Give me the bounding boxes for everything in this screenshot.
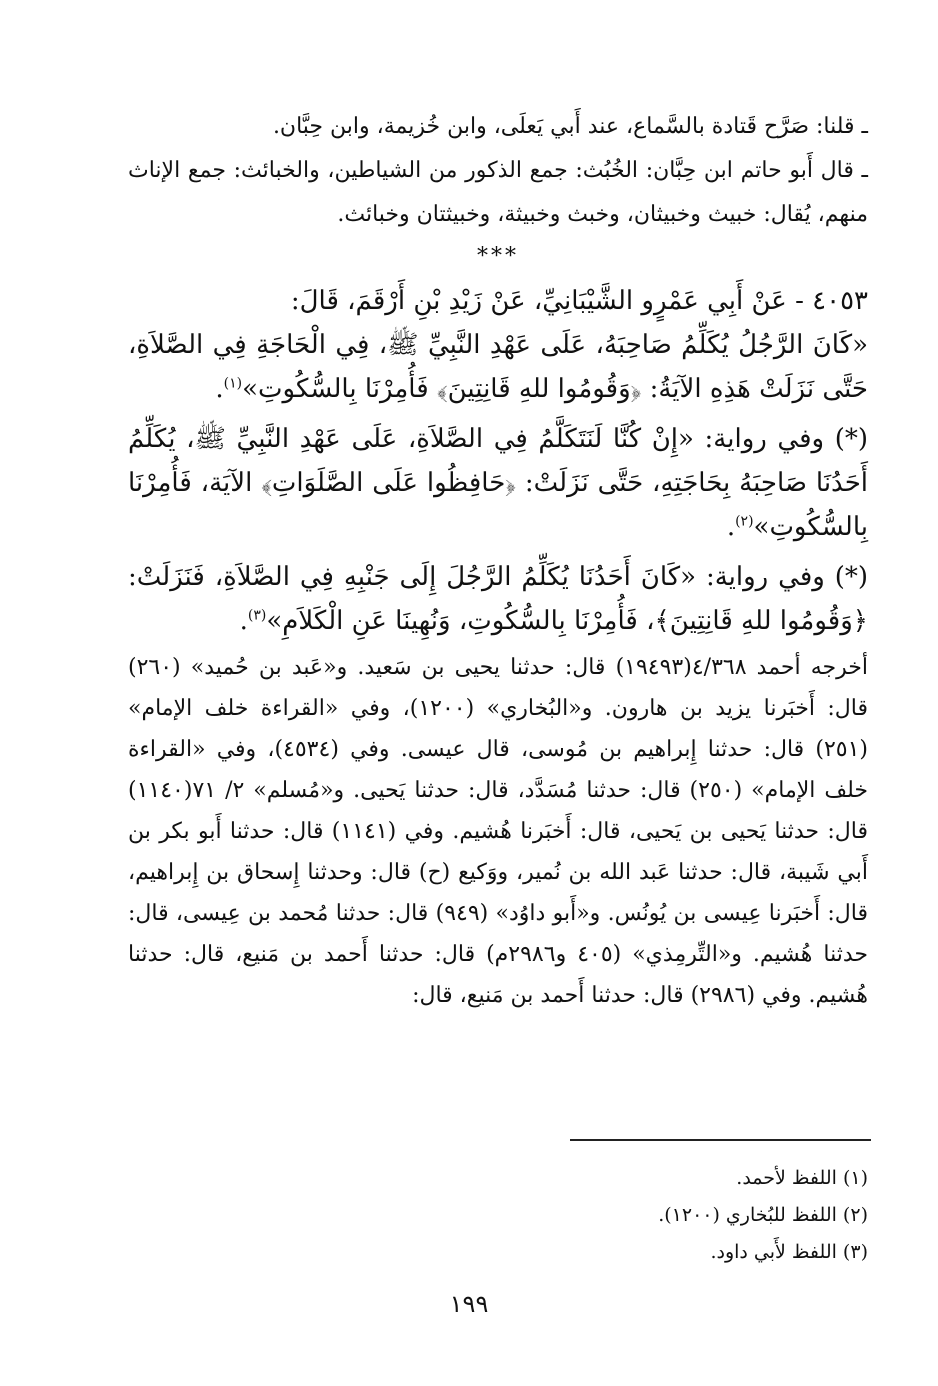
footnote-1: (١) اللفظ لأحمد. [736,1167,868,1189]
note-paragraph-2: ـ قال أَبو حاتم ابن حِبَّان: الخُبُث: جمع الذكور من الشياطين، والخبائث: جمع الإناث منهم، يُقال: خبيث وخبيثان، وخبث وخبيثة، وخبيثتان وخبائث. [128,158,868,227]
variant-narration-2: (*) وفي رواية: «كَانَ أَحَدُنَا يُكَلِّمُ الرَّجُلَ إِلَى جَنْبِهِ فِي الصَّلاَةِ، فَنَزَلَتْ: ﴿وَقُومُوا للهِ قَانِتِينَ﴾، فَأُمِرْنَا بِالسُّكُوتِ، وَنُهِينَا عَنِ الْكَلاَمِ»$^{(٣)}$. [128,562,868,636]
footnote-divider [570,1139,871,1141]
section-separator: *** [477,244,519,269]
variant-narration-1: (*) وفي رواية: «إِنْ كُنَّا لَنَتَكَلَّمُ فِي الصَّلاَةِ، عَلَى عَهْدِ النَّبِيِّ ﷺ، يُكَلِّمُ أَحَدُنَا صَاحِبَهُ بِحَاجَتِهِ، حَتَّى نَزَلَتْ: ﴿حَافِظُوا عَلَى الصَّلَوَاتِ﴾ الآيَة، فَأُمِرْنَا بِالسُّكُوتِ»$^{(٢)}$. [128,424,868,542]
variant-1-text: (*) وفي رواية: «إِنْ كُنَّا لَنَتَكَلَّمُ فِي الصَّلاَةِ، عَلَى عَهْدِ النَّبِيِّ ﷺ، يُكَلِّمُ أَحَدُنَا صَاحِبَهُ بِحَاجَتِهِ، حَتَّى نَزَلَتْ: ﴿حَافِظُوا عَلَى الصَّلَوَاتِ﴾ الآيَة، فَأُمِرْنَا بِالسُّكُوتِ» [128,424,868,542]
hadith-text: «كَانَ الرَّجُلُ يُكَلِّمُ صَاحِبَهُ، عَلَى عَهْدِ النَّبِيِّ ﷺ، فِي الْحَاجَةِ فِي الصَّلاَةِ، حَتَّى نَزَلَتْ هَذِهِ الآيَةُ: ﴿وَقُومُوا للهِ قَانِتِينَ﴾ فَأُمِرْنَا بِالسُّكُوتِ»$^{(١)}$. [128,330,868,404]
takhrij-paragraph: أخرجه أحمد ٤/٣٦٨(١٩٤٩٣) قال: حدثنا يحيى بن سَعيد. و«عَبد بن حُميد» (٢٦٠) قال: أَخبَرنا يزيد بن هارون. و«البُخاري» (١٢٠٠)، وفي «القراءة خلف الإمام» (٢٥١) قال: حدثنا إِبراهيم بن مُوسى، قال عيسى. وفي (٤٥٣٤)، وفي «القراءة خلف الإمام» (٢٥٠) قال: حدثنا مُسَدَّد، قال: حدثنا يَحيى. و«مُسلم» ٢/ ٧١(١١٤٠) قال: حدثنا يَحيى بن يَحيى، قال: أَخبَرنا هُشيم. وفي (١١٤١) قال: حدثنا أَبو بكر بن أَبي شَيبة، قال: حدثنا عَبد الله بن نُمير، ووَكيع (ح) قال: وحدثنا إِسحاق بن إِبراهيم، قال: أَخبَرنا عِيسى بن يُونُس. و«أَبو داوُد» (٩٤٩) قال: حدثنا مُحمد بن عِيسى، قال: حدثنا هُشيم. و«التِّرمِذي» (٤٠٥ و٢٩٨٦م) قال: حدثنا أَحمد بن مَنيع، قال: حدثنا هُشيم. وفي (٢٩٨٦) قال: حدثنا أَحمد بن مَنيع، قال: [128,655,869,1008]
footnote-ref-1: (١) [223,375,243,392]
page-body [128,105,868,1016]
footnotes [368,1160,868,1271]
hadith-heading: ٤٠٥٣ - عَنْ أَبِي عَمْرٍو الشَّيْبَانِيِّ، عَنْ زَيْدِ بْنِ أَرْقَمَ، قَالَ: [290,286,868,316]
footnote-ref-2: (٢) [735,513,754,530]
hadith-text-body: «كَانَ الرَّجُلُ يُكَلِّمُ صَاحِبَهُ، عَلَى عَهْدِ النَّبِيِّ ﷺ، فِي الْحَاجَةِ فِي الصَّلاَةِ، حَتَّى نَزَلَتْ هَذِهِ الآيَةُ: ﴿وَقُومُوا للهِ قَانِتِينَ﴾ فَأُمِرْنَا بِالسُّكُوتِ» [128,330,868,404]
footnote-2: (٢) اللفظ للبُخاري (١٢٠٠). [658,1204,868,1226]
footnote-3: (٣) اللفظ لأَبي داود. [710,1241,868,1263]
page-number: ١٩٩ [449,1290,489,1318]
variant-2-text: (*) وفي رواية: «كَانَ أَحَدُنَا يُكَلِّمُ الرَّجُلَ إِلَى جَنْبِهِ فِي الصَّلاَةِ، فَنَزَلَتْ: ﴿وَقُومُوا للهِ قَانِتِينَ﴾، فَأُمِرْنَا بِالسُّكُوتِ، وَنُهِينَا عَنِ الْكَلاَمِ» [128,562,868,636]
footnote-ref-3: (٣) [247,607,267,624]
note-paragraph-1: ـ قلنا: صَرَّح قَتادة بالسَّماع، عند أَبي يَعلَى، وابن خُزيمة، وابن حِبَّان. [272,114,868,139]
